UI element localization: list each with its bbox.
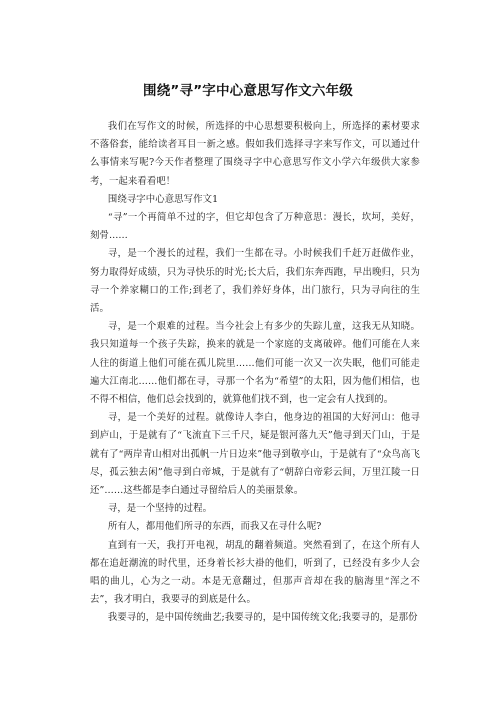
section-heading: 围绕寻字中心意思写作文1	[107, 193, 219, 205]
intro-paragraph: 我们在写作文的时候，所选择的中心思想要积极向上，所选择的素材要求不落俗套，能给读者耳目一新之感。假如我们选择寻字来写作文，可以通过什么事情来写呢?今天作者整理了围绕寻字中心意思写作文小学六年级供大家参考，一起来看看吧！	[90, 121, 420, 187]
body-paragraph: 寻，是一个美好的过程。就像诗人李白，他身边的祖国的大好河山：他寻到庐山，于是就有了“飞流直下三千尺，疑是银河落九天”他寻到天门山，于是就有了“两岸青山相对出孤帆一片日边来”他寻到敬亭山，于是就有了“众鸟高飞尽，孤云独去闲”他寻到白帝城，于是就有了“朝辞白帝彩云间，万里江陵一日还”……这些都是李白通过寻留给后人的美丽景象。	[90, 412, 420, 497]
document-title: 围绕”寻”字中心意思写作文六年级	[143, 83, 353, 99]
body-paragraph: 寻，是一个艰难的过程。当今社会上有多少的失踪儿童，这我无从知晓。我只知道每一个孩子失踪，换来的就是一个家庭的支离破碎。他们可能在人来人往的街道上他们可能在孤儿院里……他们可能一次又一次失眠，他们可能走遍大江南北……他们都在寻，寻那一个名为“希望”的太阳，因为他们相信，也不得不相信，他们总会找到的，就算他们找不到，也一定会有人找到的。	[90, 321, 420, 406]
body-paragraph: 直到有一天，我打开电视，胡乱的翻着频道。突然看到了，在这个所有人都在追赶潮流的时代里，还身着长衫大褂的他们，听到了，已经没有多少人会唱的曲儿，心为之一动。本是无意翻过，但那声音却在我的脑海里“浑之不去”，我才明白，我要寻的到底是什么。	[90, 539, 420, 606]
body-paragraph: 所有人，都用他们所寻的东西，而我又在寻什么呢?	[107, 521, 322, 533]
document-body	[90, 118, 420, 628]
body-paragraph: 寻，是一个漫长的过程，我们一生都在寻。小时候我们千赶万赶做作业，努力取得好成绩，只为寻快乐的时光;长大后，我们东奔西跑，早出晚归，只为寻一个养家糊口的工作;到老了，我们养好身体，出门旅行，只为寻向往的生活。	[90, 248, 420, 315]
body-paragraph: “寻”一个再简单不过的字，但它却包含了万种意思：漫长，坎坷，美好，刻骨……	[90, 212, 420, 242]
body-paragraph: 我要寻的，是中国传统曲艺;我要寻的，是中国传统文化;我要寻的，是那份	[107, 612, 418, 624]
body-paragraph: 寻，是一个坚持的过程。	[107, 503, 213, 515]
